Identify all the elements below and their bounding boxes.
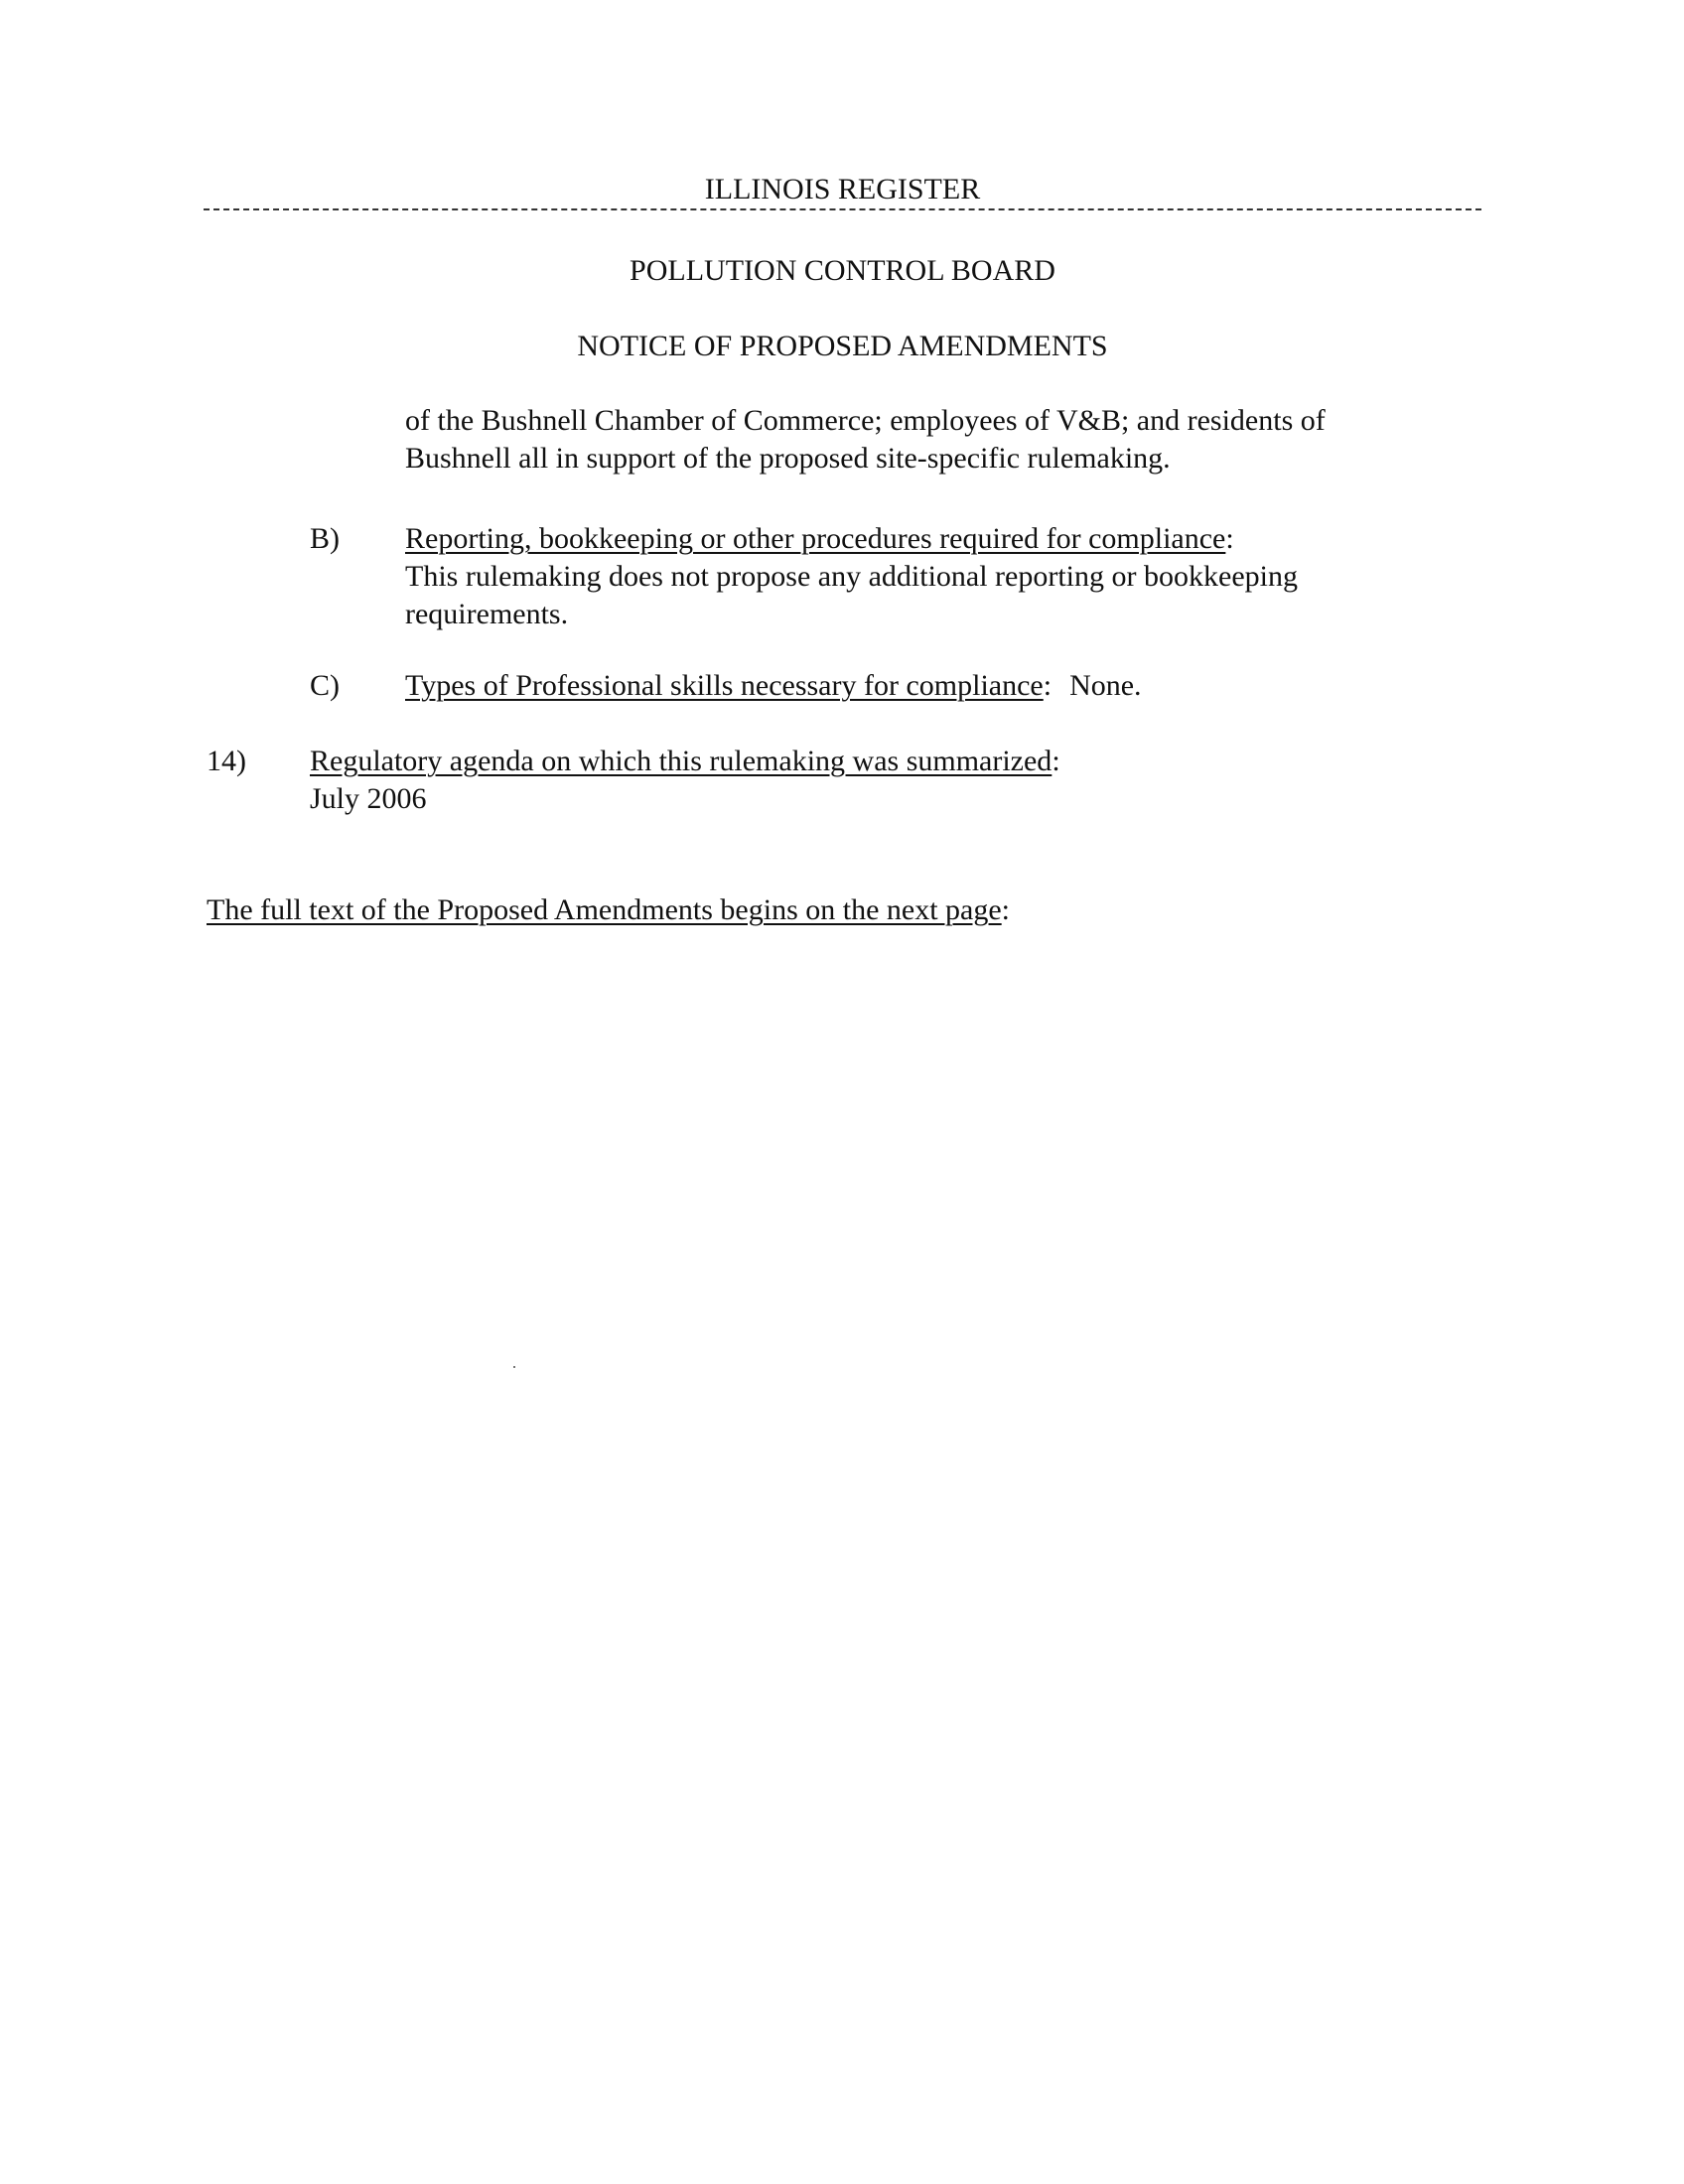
scan-speck <box>513 1366 515 1368</box>
item-b-heading: Reporting, bookkeeping or other procedures required for compliance <box>405 522 1226 555</box>
footer-note-text: The full text of the Proposed Amendments begins on the next page <box>207 893 1002 926</box>
footer-note-colon: : <box>1001 893 1011 926</box>
item-c-label: C) <box>310 669 340 702</box>
item-c-value: None. <box>1069 669 1142 702</box>
continuation-line-1: of the Bushnell Chamber of Commerce; employees of V&B; and residents of <box>405 404 1326 437</box>
header-divider <box>204 208 1481 210</box>
item-b-label: B) <box>310 522 340 555</box>
item-14-label: 14) <box>207 745 246 777</box>
item-b-colon: : <box>1225 522 1234 555</box>
footer-note <box>207 891 1010 929</box>
register-title: ILLINOIS REGISTER <box>704 173 981 205</box>
item-c-line <box>405 667 1142 705</box>
item-b-line-1: This rulemaking does not propose any additional reporting or bookkeeping <box>405 560 1298 593</box>
item-b-line-2: requirements. <box>405 598 569 630</box>
item-c-colon: : <box>1043 669 1052 702</box>
notice-title: NOTICE OF PROPOSED AMENDMENTS <box>577 330 1108 362</box>
item-14-heading-line <box>310 743 1060 780</box>
item-14-colon: : <box>1052 745 1060 777</box>
continuation-line-2: Bushnell all in support of the proposed site-specific rulemaking. <box>405 442 1171 475</box>
board-name: POLLUTION CONTROL BOARD <box>630 254 1055 287</box>
item-14-value: July 2006 <box>310 782 427 815</box>
item-c-heading: Types of Professional skills necessary for compliance <box>405 669 1044 702</box>
item-14-heading: Regulatory agenda on which this rulemaking was summarized <box>310 745 1052 777</box>
item-b-heading-line <box>405 520 1234 558</box>
